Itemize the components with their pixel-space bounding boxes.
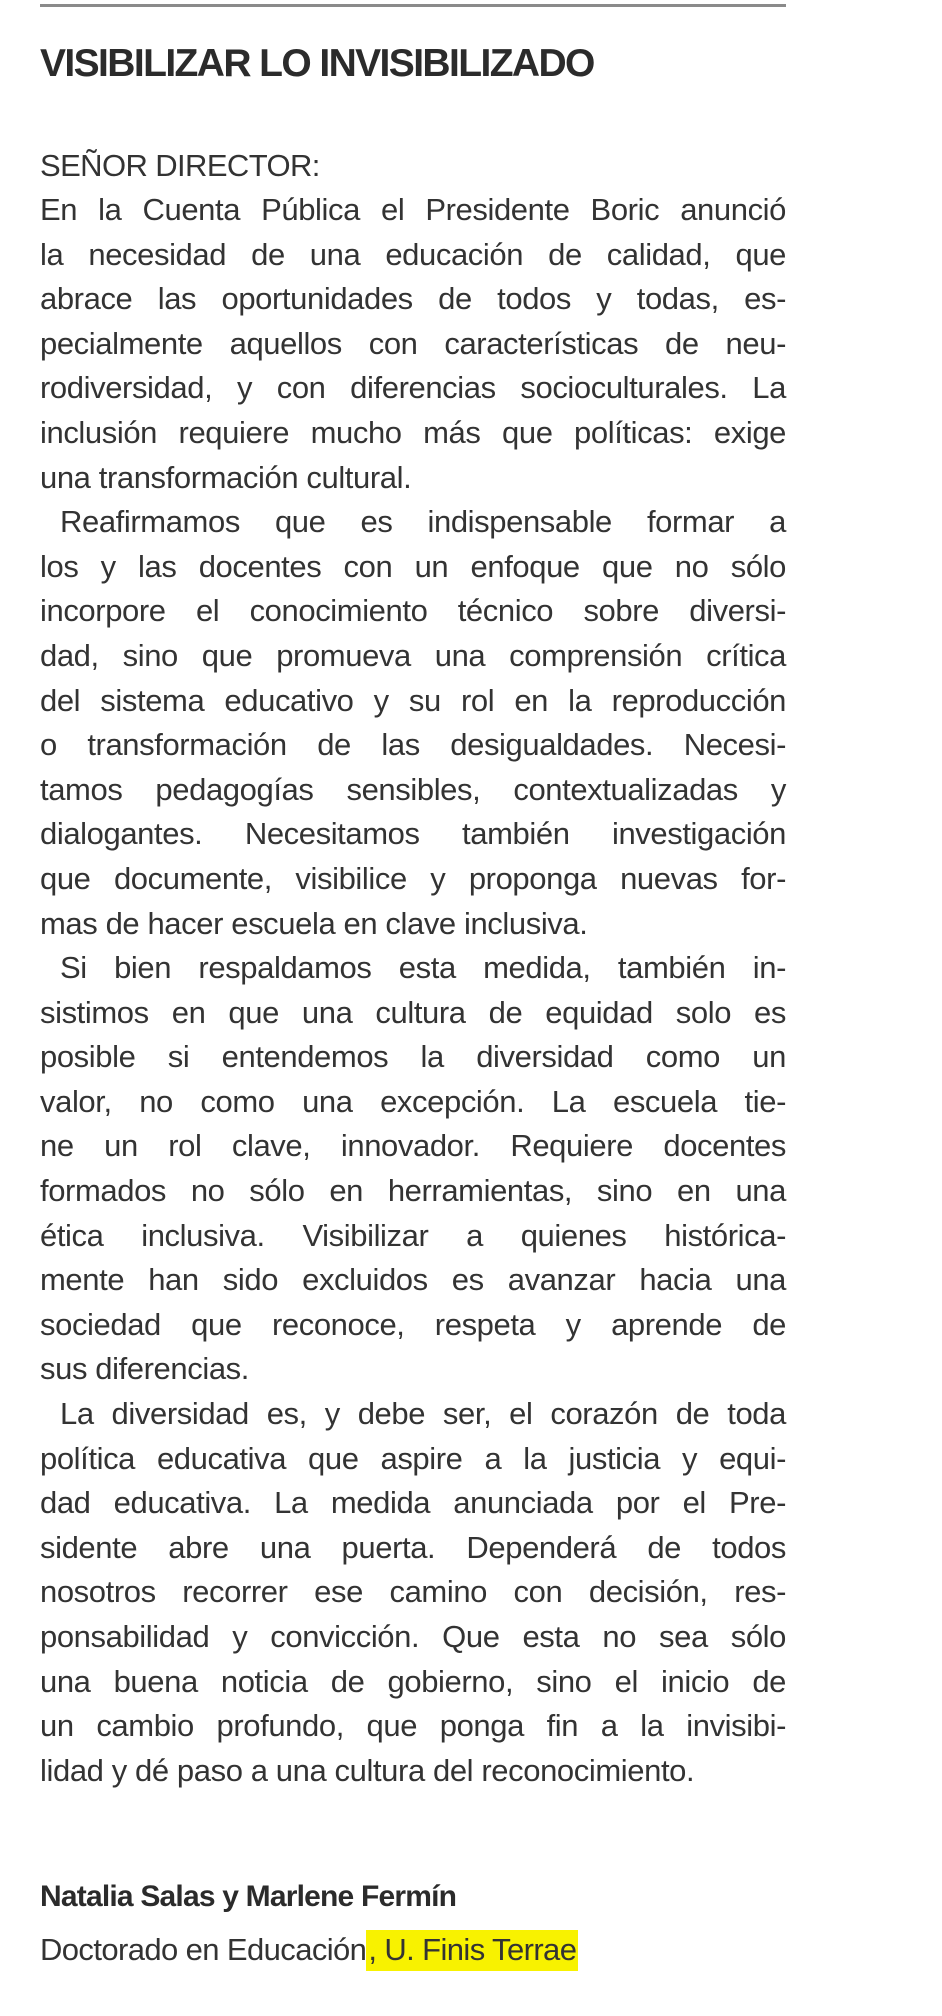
text-line: la necesidad de una educación de calidad, que xyxy=(40,236,786,272)
text-line: los y las docentes con un enfoque que no sólo xyxy=(40,548,786,584)
letter-body xyxy=(40,188,786,1793)
text-line: ponsabilidad y convicción. Que esta no sea sólo xyxy=(40,1619,786,1654)
signature-affiliation xyxy=(40,1928,578,1972)
text-line: incorpore el conocimiento técnico sobre diversi- xyxy=(40,593,786,629)
text-line: lidad y dé paso a una cultura del reconocimiento. xyxy=(40,1752,695,1788)
text-line: mas de hacer escuela en clave inclusiva. xyxy=(40,905,588,941)
text-line: dad educativa. La medida anunciada por el Pre- xyxy=(40,1485,786,1521)
highlighted-university xyxy=(366,1930,578,1971)
headline: VISIBILIZAR LO INVISIBILIZADO xyxy=(40,42,594,85)
text-line: sidente abre una puerta. Dependerá de todos xyxy=(40,1529,786,1565)
salutation: SEÑOR DIRECTOR: xyxy=(40,148,320,183)
paragraph-1 xyxy=(40,188,786,500)
signature-names: Natalia Salas y Marlene Fermín xyxy=(40,1880,457,1913)
paragraph-4 xyxy=(40,1392,786,1793)
text-line: sus diferencias. xyxy=(40,1351,249,1387)
university-name: U. Finis Terrae xyxy=(384,1932,577,1967)
text-line: Si bien respaldamos esta medida, también in- xyxy=(60,950,786,986)
text-line: dialogantes. Necesitamos también investigación xyxy=(40,816,786,852)
text-line: una buena noticia de gobierno, sino el inicio de xyxy=(40,1663,786,1699)
text-line: ética inclusiva. Visibilizar a quienes histórica- xyxy=(40,1217,786,1253)
text-line: un cambio profundo, que ponga fin a la invisibi- xyxy=(40,1708,786,1744)
text-line: nosotros recorrer ese camino con decisión, res- xyxy=(40,1574,786,1610)
paragraph-3 xyxy=(40,946,786,1392)
text-line: del sistema educativo y su rol en la reproducción xyxy=(40,682,786,718)
text-line: formados no sólo en herramientas, sino en una xyxy=(40,1173,786,1209)
text-line: sociedad que reconoce, respeta y aprende de xyxy=(40,1306,786,1342)
text-line: abrace las oportunidades de todos y todas, es- xyxy=(40,281,786,317)
text-line: posible si entendemos la diversidad como un xyxy=(40,1039,786,1075)
text-line: La diversidad es, y debe ser, el corazón de toda xyxy=(60,1396,786,1432)
text-line: o transformación de las desigualdades. Necesi- xyxy=(40,727,786,763)
text-line: dad, sino que promueva una comprensión crítica xyxy=(40,637,786,673)
text-line: tamos pedagogías sensibles, contextualizadas y xyxy=(40,771,786,807)
paragraph-2 xyxy=(40,500,786,946)
text-line: En la Cuenta Pública el Presidente Boric anunció xyxy=(40,192,786,227)
text-line: sistimos en que una cultura de equidad solo es xyxy=(40,994,786,1030)
text-line: una transformación cultural. xyxy=(40,459,412,495)
text-line: que documente, visibilice y proponga nuevas for- xyxy=(40,860,786,896)
text-line: inclusión requiere mucho más que políticas: exige xyxy=(40,414,786,450)
separator: , xyxy=(368,1932,385,1967)
text-line: rodiversidad, y con diferencias socioculturales. La xyxy=(40,370,786,406)
program-name: Doctorado en Educación xyxy=(40,1932,367,1967)
text-line: mente han sido excluidos es avanzar hacia una xyxy=(40,1262,786,1298)
text-line: ne un rol clave, innovador. Requiere docentes xyxy=(40,1128,786,1164)
text-line: política educativa que aspire a la justicia y equi- xyxy=(40,1440,786,1476)
text-line: pecialmente aquellos con características de neu- xyxy=(40,325,786,361)
text-line: Reafirmamos que es indispensable formar a xyxy=(60,504,786,540)
text-line: valor, no como una excepción. La escuela tie- xyxy=(40,1083,786,1119)
top-rule xyxy=(40,4,786,7)
